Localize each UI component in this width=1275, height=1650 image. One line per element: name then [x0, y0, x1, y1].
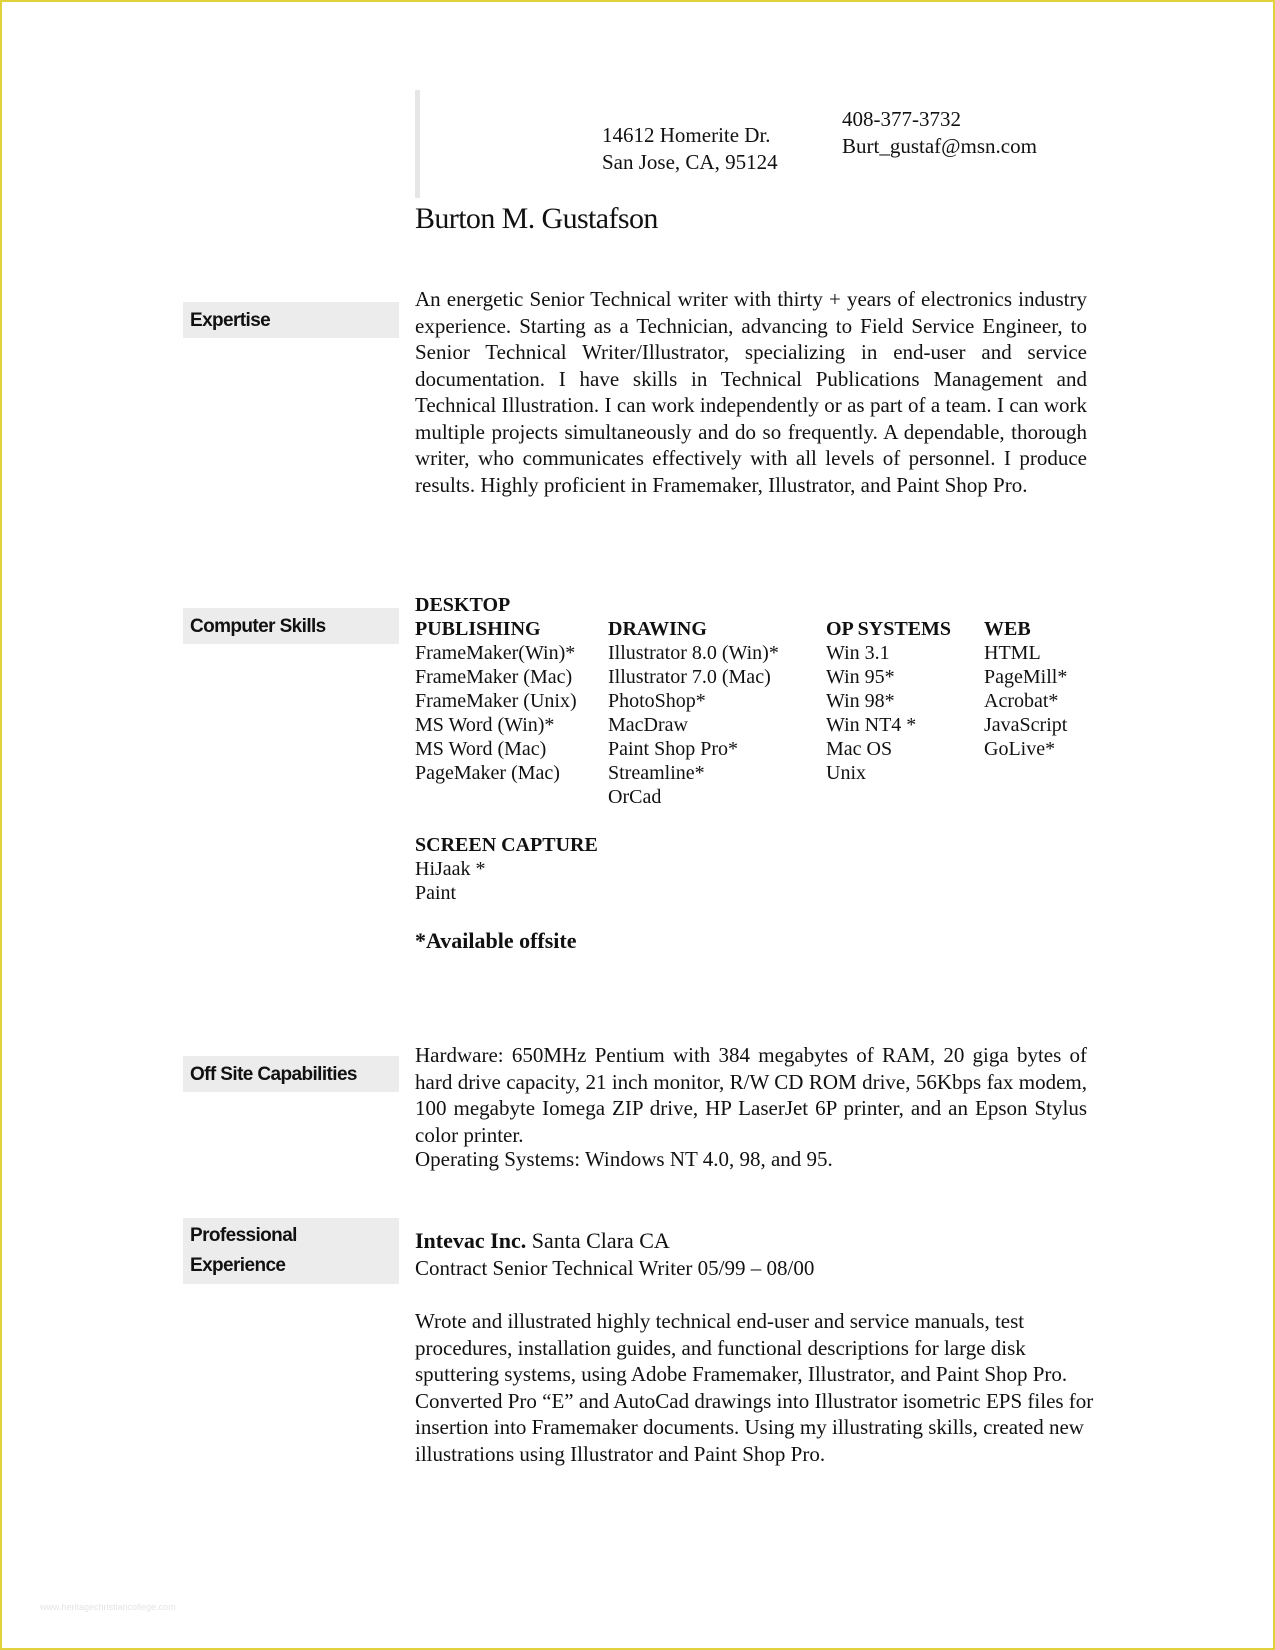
- skill-item: Win 3.1: [826, 642, 890, 664]
- skill-item: Win NT4 *: [826, 714, 917, 736]
- skill-item: Streamline*: [608, 762, 705, 784]
- address-line-1: 14612 Homerite Dr.: [602, 123, 771, 147]
- skill-item: PhotoShop*: [608, 690, 706, 712]
- column-heading: WEB: [984, 618, 1031, 640]
- email-address: Burt_gustaf@msn.com: [842, 134, 1037, 158]
- skill-item: Paint: [415, 882, 457, 904]
- skill-item: MS Word (Mac): [415, 738, 547, 760]
- header-divider-bar: [415, 90, 420, 198]
- skill-item: PageMill*: [984, 666, 1068, 688]
- offsite-hardware-text: Hardware: 650MHz Pentium with 384 megabytes of RAM, 20 giga bytes of hard drive capacity, 21 inch monitor, R/W CD ROM drive, 56Kbps fax modem, 100 megabyte Iomega ZIP drive, HP LaserJet 6P printer, and an Epson Stylus color printer.: [415, 1043, 1087, 1147]
- skills-column-desktop-publishing: [415, 593, 577, 785]
- skill-item: Mac OS: [826, 738, 893, 760]
- skills-screen-capture: [415, 833, 598, 905]
- available-offsite-note: *Available offsite: [415, 928, 577, 953]
- skill-item: Acrobat*: [984, 690, 1059, 712]
- section-label-off-site-capabilities: Off Site Capabilities: [183, 1056, 399, 1092]
- section-label-computer-skills: Computer Skills: [183, 608, 399, 644]
- section-label-professional-experience: [183, 1218, 399, 1284]
- skill-item: JavaScript: [984, 714, 1068, 736]
- skill-item: FrameMaker(Win)*: [415, 642, 576, 664]
- skill-item: Win 98*: [826, 690, 895, 712]
- section-label-expertise: Expertise: [183, 302, 399, 338]
- job-description: Wrote and illustrated highly technical end-user and service manuals, test procedures, installation guides, and functional descriptions for large disk sputtering systems, using Adobe Framemaker, Illustrator, and Paint Shop Pro. Converted Pro “E” and AutoCad drawings into Illustrator isometric EPS files for insertion into Framemaker documents. Using my illustrating skills, created new illustrations using Illustrator and Paint Shop Pro.: [415, 1309, 1094, 1466]
- skill-item: MS Word (Win)*: [415, 714, 555, 736]
- skills-column-drawing: [608, 617, 779, 809]
- skill-item: Unix: [826, 762, 866, 784]
- section-label-line-1: Professional: [190, 1225, 297, 1246]
- company-location: Santa Clara CA: [526, 1228, 670, 1253]
- address-line-2: San Jose, CA, 95124: [602, 150, 778, 174]
- column-heading: PUBLISHING: [415, 618, 541, 640]
- column-heading: OP SYSTEMS: [826, 618, 952, 640]
- contact-block: [842, 106, 1037, 160]
- column-heading: SCREEN CAPTURE: [415, 834, 598, 856]
- skills-column-op-systems: [826, 617, 951, 785]
- skill-item: Paint Shop Pro*: [608, 738, 739, 760]
- section-label-line-2: Experience: [190, 1255, 286, 1276]
- skill-item: MacDraw: [608, 714, 688, 736]
- skill-item: Illustrator 8.0 (Win)*: [608, 642, 779, 664]
- skills-column-web: [984, 617, 1067, 761]
- candidate-name: Burton M. Gustafson: [415, 202, 658, 235]
- skill-item: GoLive*: [984, 738, 1056, 760]
- expertise-summary: An energetic Senior Technical writer with thirty + years of electronics industry experience. Starting as a Technician, advancing to Field Service Engineer, to Senior Technical Writer/Illustrator, specializing in end-user and service documentation. I have skills in Technical Publications Management and Technical Illustration. I can work independently or as part of a team. I can work multiple projects simultaneously and do so frequently. A dependable, thorough writer, who communicates effectively with all levels of personnel. I produce results. Highly proficient in Framemaker, Illustrator, and Paint Shop Pro.: [415, 287, 1087, 497]
- skill-item: Win 95*: [826, 666, 895, 688]
- skill-item: OrCad: [608, 786, 662, 808]
- column-heading: DRAWING: [608, 618, 707, 640]
- offsite-os-text: Operating Systems: Windows NT 4.0, 98, and 95.: [415, 1147, 833, 1171]
- skill-item: Illustrator 7.0 (Mac): [608, 666, 771, 688]
- skill-item: FrameMaker (Mac): [415, 666, 573, 688]
- column-heading: DESKTOP: [415, 594, 511, 616]
- job-title: Contract Senior Technical Writer 05/99 – 08/00: [415, 1256, 815, 1280]
- company-name: Intevac Inc.: [415, 1228, 527, 1253]
- skill-item: PageMaker (Mac): [415, 762, 560, 784]
- phone-number: 408-377-3732: [842, 107, 961, 131]
- skill-item: HiJaak *: [415, 858, 486, 880]
- watermark-text: www.heritagechristiancollege.com: [40, 1602, 176, 1612]
- address-block: [602, 122, 778, 176]
- skill-item: HTML: [984, 642, 1041, 664]
- skill-item: FrameMaker (Unix): [415, 690, 577, 712]
- job-company-line: [415, 1228, 670, 1254]
